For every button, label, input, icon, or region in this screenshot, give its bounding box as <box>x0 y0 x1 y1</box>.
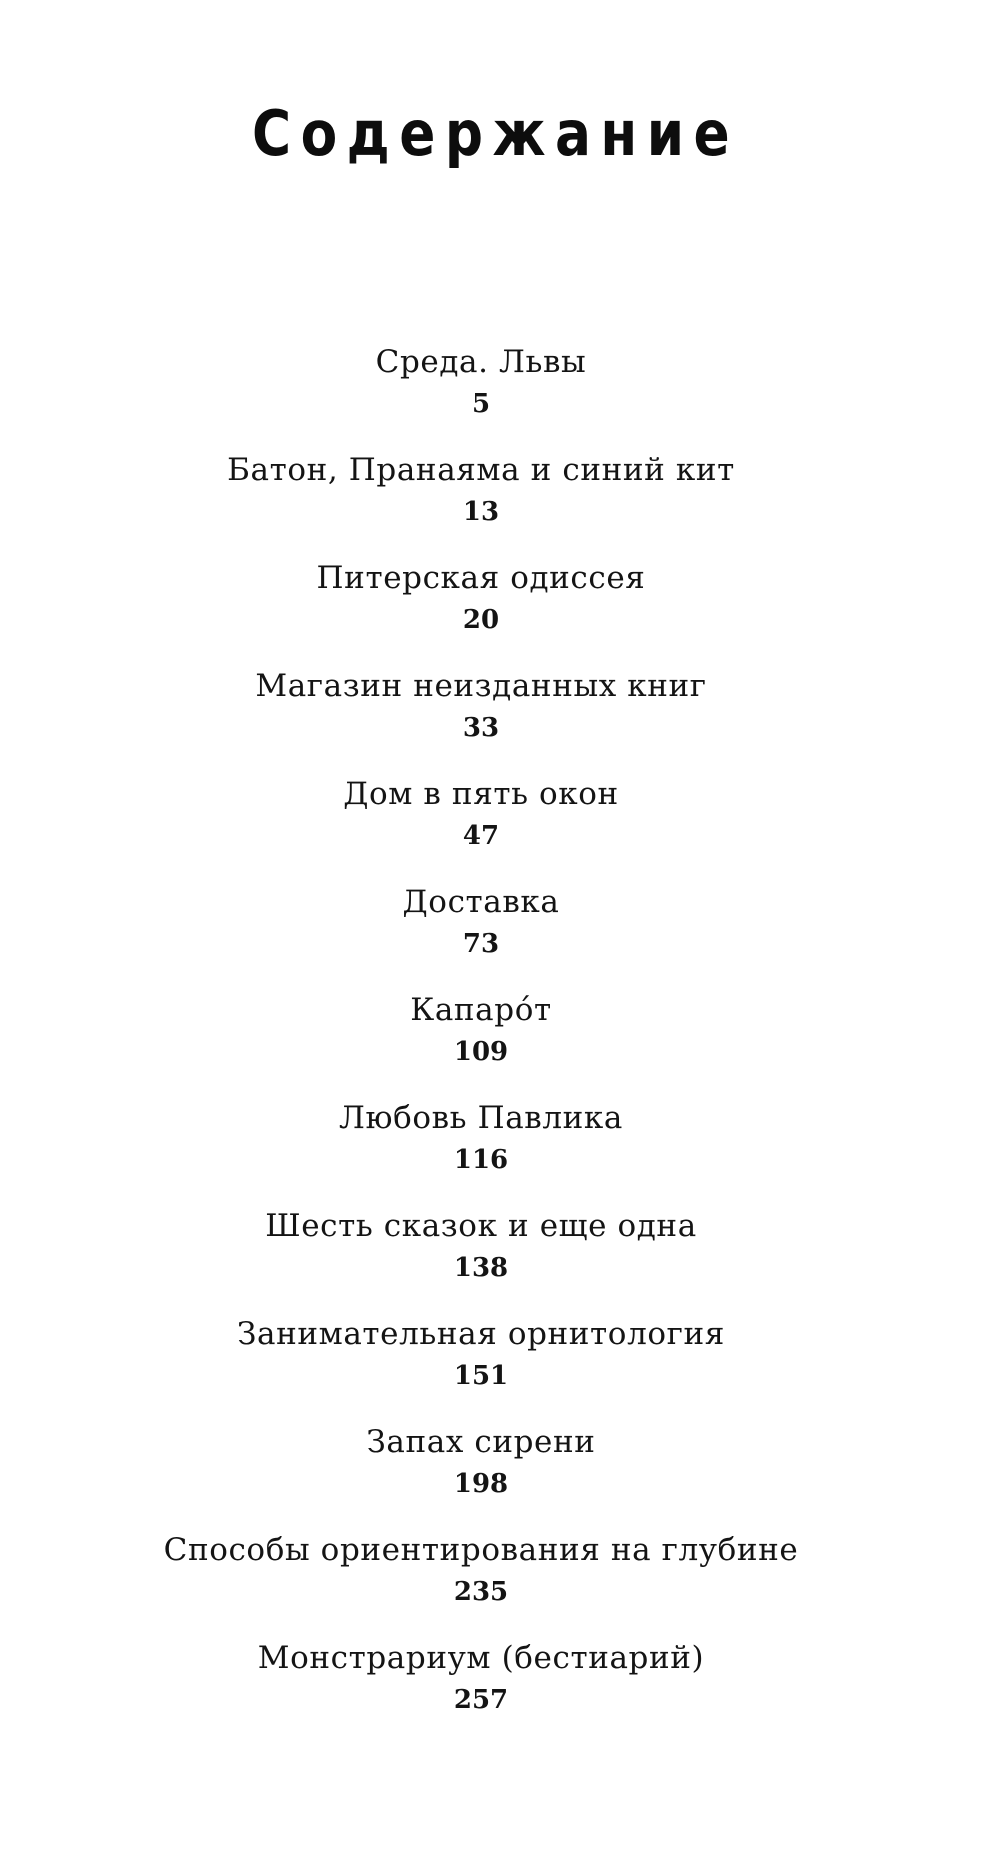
toc-entry[interactable] <box>0 1420 962 1528</box>
toc-entry-page-number: 235 <box>453 1577 509 1607</box>
toc-entry[interactable] <box>0 772 962 880</box>
toc-entry-title: Монстрариум (бестиарий) <box>257 1640 705 1676</box>
toc-entry[interactable] <box>0 880 962 988</box>
toc-entry-page-number: 138 <box>453 1253 509 1283</box>
toc-entry-title: Магазин неизданных книг <box>255 668 707 704</box>
toc-entry-page-number: 5 <box>471 389 491 419</box>
toc-entry[interactable] <box>0 988 962 1096</box>
toc-entry-page-number: 151 <box>453 1361 509 1391</box>
toc-entry[interactable] <box>0 1204 962 1312</box>
toc-entry-title: Доставка <box>402 884 560 920</box>
toc-entry-page-number: 109 <box>453 1037 509 1067</box>
toc-entry[interactable] <box>0 664 962 772</box>
toc-entry-page-number: 20 <box>462 605 500 635</box>
toc-entry-page-number: 13 <box>462 497 500 527</box>
toc-entry-page-number: 198 <box>453 1469 509 1499</box>
toc-list <box>0 340 962 1744</box>
toc-entry-page-number: 47 <box>462 821 500 851</box>
page-title: Содержание <box>252 97 740 170</box>
toc-entry-page-number: 116 <box>453 1145 509 1175</box>
toc-entry-title: Занимательная орнитология <box>237 1316 725 1352</box>
toc-entry-title: Любовь Павлика <box>339 1100 623 1136</box>
toc-entry-title: Питерская одиссея <box>316 560 646 596</box>
toc-entry-title: Среда. Львы <box>375 344 587 380</box>
toc-entry-title: Запах сирени <box>366 1424 596 1460</box>
toc-entry-page-number: 73 <box>462 929 500 959</box>
toc-entry[interactable] <box>0 340 962 448</box>
toc-entry[interactable] <box>0 1636 962 1744</box>
toc-entry-title: Капаро́т <box>410 992 552 1028</box>
toc-entry[interactable] <box>0 556 962 664</box>
toc-entry-page-number: 257 <box>453 1685 509 1715</box>
toc-entry[interactable] <box>0 1312 962 1420</box>
toc-entry-title: Шесть сказок и еще одна <box>265 1208 697 1244</box>
toc-entry-title: Способы ориентирования на глубине <box>163 1532 799 1568</box>
toc-entry-title: Батон, Пранаяма и синий кит <box>227 452 735 488</box>
toc-entry-title: Дом в пять окон <box>343 776 619 812</box>
toc-entry[interactable] <box>0 1096 962 1204</box>
toc-entry-page-number: 33 <box>462 713 500 743</box>
toc-entry[interactable] <box>0 448 962 556</box>
toc-entry[interactable] <box>0 1528 962 1636</box>
